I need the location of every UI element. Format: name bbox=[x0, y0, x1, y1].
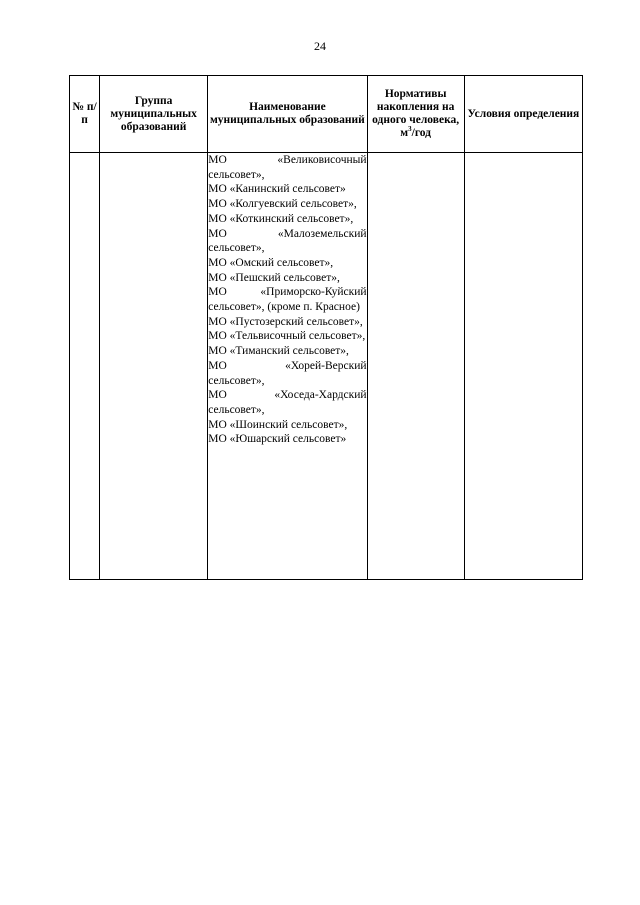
header-norm bbox=[367, 76, 464, 153]
municipality-entry: МО «Приморско-Куйский сельсовет», (кроме п. Красное) bbox=[208, 286, 367, 314]
header-name: Наименование муниципальных образований bbox=[208, 76, 367, 153]
municipality-entry: МО «Юшарский сельсовет» bbox=[208, 433, 347, 446]
page-number: 24 bbox=[314, 39, 326, 53]
header-norm-unit: /год bbox=[411, 127, 431, 139]
header-norm-superscript: 3 bbox=[408, 125, 412, 134]
cell-number bbox=[70, 153, 100, 580]
table-row bbox=[70, 153, 583, 580]
municipality-entry: МО «Коткинский сельсовет», bbox=[208, 212, 354, 225]
cell-conditions bbox=[464, 153, 582, 580]
municipality-entry: МО «Хоседа-Хардский сельсовет», bbox=[208, 389, 367, 416]
municipality-entry: МО «Малоземельский сельсовет», bbox=[208, 227, 367, 255]
municipality-entry: МО «Канинский сельсовет» bbox=[208, 183, 346, 196]
cell-municipalities bbox=[208, 153, 367, 580]
header-group: Группа муниципальных образований bbox=[100, 76, 208, 153]
municipality-entry: МО «Шоинский сельсовет», bbox=[208, 418, 348, 431]
municipal-norms-table bbox=[69, 75, 583, 580]
header-norm-text: Нормативы накопления на одного человека, м bbox=[372, 88, 460, 139]
municipality-entry: МО «Омский сельсовет», bbox=[208, 256, 334, 269]
municipality-entry: МО «Тиманский сельсовет», bbox=[208, 345, 349, 358]
header-number: № п/п bbox=[70, 76, 100, 153]
table-header-row bbox=[70, 76, 583, 153]
municipality-entry: МО «Колгуевский сельсовет», bbox=[208, 198, 357, 211]
header-conditions: Условия определения bbox=[464, 76, 582, 153]
municipality-entry: МО «Пешский сельсовет», bbox=[208, 271, 340, 284]
municipality-list bbox=[208, 153, 366, 447]
municipality-entry: МО «Великовисочный сельсовет», bbox=[208, 154, 367, 181]
municipality-entry: МО «Пустозерский сельсовет», bbox=[208, 315, 363, 328]
municipality-entry: МО «Тельвисочный сельсовет», bbox=[208, 330, 366, 343]
cell-norm bbox=[367, 153, 464, 580]
municipality-entry: МО «Хорей-Верский сельсовет», bbox=[208, 359, 367, 387]
cell-group bbox=[100, 153, 208, 580]
